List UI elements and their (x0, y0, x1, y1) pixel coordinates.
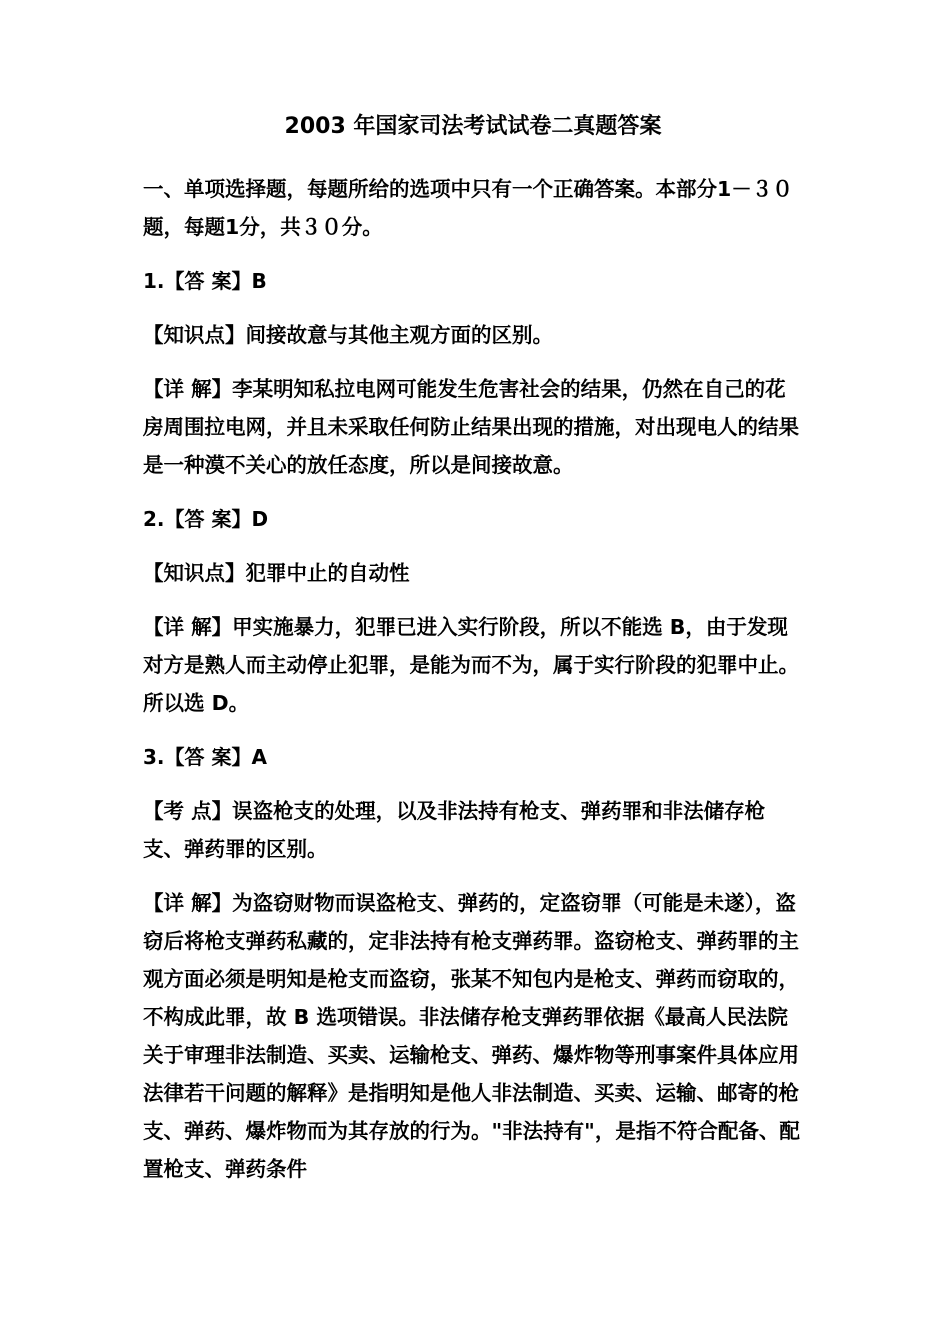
q3-answer: 3.【答 案】A (143, 745, 267, 769)
q3-exam-point: 【考 点】误盗枪支的处理，以及非法持有枪支、弹药罪和非法储存枪支、弹药罪的区别。 (143, 799, 766, 861)
q1-knowledge-point: 【知识点】间接故意与其他主观方面的区别。 (143, 323, 553, 347)
section-heading: 一、单项选择题，每题所给的选项中只有一个正确答案。本部分1－３０题，每题1分，共３０分。 (143, 177, 793, 239)
q1-answer: 1.【答 案】B (143, 269, 267, 293)
q2-answer: 2.【答 案】D (143, 507, 269, 531)
q1-explanation: 【详 解】李某明知私拉电网可能发生危害社会的结果，仍然在自己的花房周围拉电网，并且未采取任何防止结果出现的措施，对出现电人的结果是一种漠不关心的放任态度，所以是间接故意。 (143, 377, 799, 477)
document-body (143, 100, 803, 1204)
q2-knowledge-point: 【知识点】犯罪中止的自动性 (143, 561, 410, 585)
document-title: 2003 年国家司法考试试卷二真题答案 (284, 114, 662, 139)
q3-explanation: 【详 解】为盗窃财物而误盗枪支、弹药的，定盗窃罪（可能是未遂），盗窃后将枪支弹药私藏的，定非法持有枪支弹药罪。盗窃枪支、弹药罪的主观方面必须是明知是枪支而盗窃，张某不知包内是枪支、弹药而窃取的，不构成此罪，故 B 选项错误。非法储存枪支弹药罪依据《最高人民法院关于审理非法制造、买卖、运输枪支、弹药、爆炸物等刑事案件具体应用法律若干问题的解释》是指明知是他人非法制造、买卖、运输、邮寄的枪支、弹药、爆炸物而为其存放的行为。"非法持有"，是指不符合配备、配置枪支、弹药条件 (143, 891, 800, 1181)
q2-explanation: 【详 解】甲实施暴力，犯罪已进入实行阶段，所以不能选 B，由于发现对方是熟人而主动停止犯罪，是能为而不为，属于实行阶段的犯罪中止。所以选 D。 (143, 615, 799, 715)
